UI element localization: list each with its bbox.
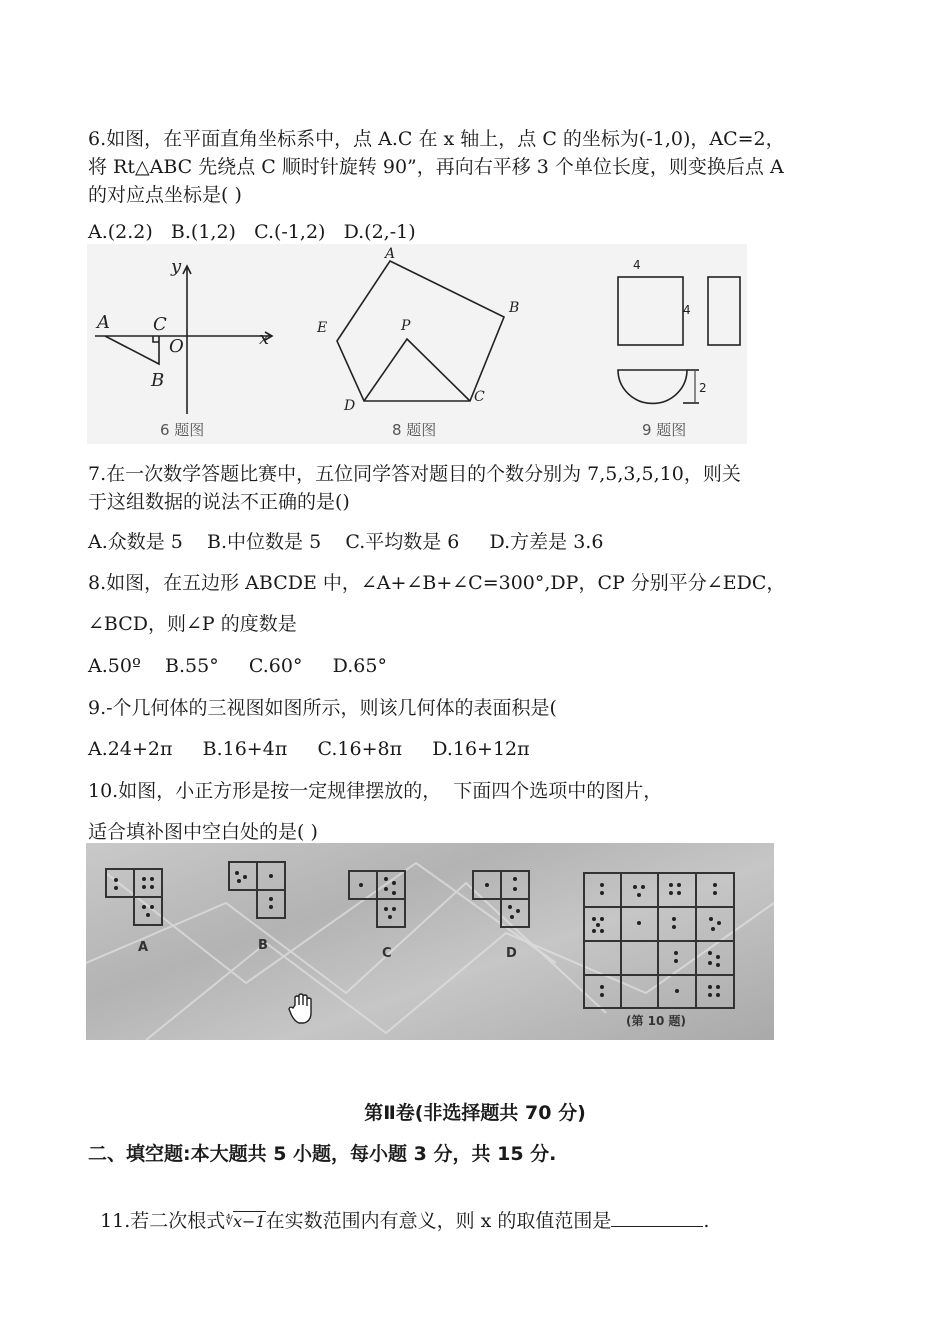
- q11-radicand: x−1: [232, 1212, 266, 1231]
- fig9-caption: 9 题图: [642, 421, 687, 439]
- fig6-label-o: O: [169, 336, 184, 357]
- q8-options: A.50º B.55° C.60° D.65°: [88, 655, 387, 677]
- q11-radical: ∜x−1: [225, 1212, 266, 1231]
- q10-photo-svg: [86, 843, 774, 1040]
- fig6-caption: 6 题图: [160, 421, 205, 439]
- q7-line-1: 7.在一次数学答题比赛中，五位同学答对题目的个数分别为 7,5,3,5,10，则关: [88, 463, 741, 485]
- q10-line-1: 10.如图，小正方形是按一定规律摆放的， 下面四个选项中的图片，: [88, 780, 663, 802]
- q9-line-1: 9.-个几何体的三视图如图所示，则该几何体的表面积是(: [88, 697, 557, 719]
- q10-option-b-label: B: [258, 938, 268, 953]
- q10-dots: [114, 871, 721, 997]
- fig8-label-b: B: [509, 300, 520, 316]
- q11-prefix: 11.若二次根式: [100, 1210, 226, 1232]
- hand-cursor-icon: [289, 994, 311, 1023]
- q8-line-2: ∠BCD，则∠P 的度数是: [88, 613, 297, 635]
- q11-answer-blank: [611, 1208, 703, 1227]
- fig8-diagram: [337, 261, 504, 401]
- fig6-right-angle: [153, 336, 159, 342]
- q11-suffix: 在实数范围内有意义，则 x 的取值范围是: [265, 1210, 612, 1232]
- fig6-triangle: [105, 336, 159, 364]
- fig8-caption: 8 题图: [392, 421, 437, 439]
- fig6-label-b: B: [151, 370, 165, 391]
- figure-strip: [87, 244, 747, 444]
- q6-options: A.(2.2) B.(1,2) C.(-1,2) D.(2,-1): [88, 221, 416, 243]
- fig8-angle-p: [364, 339, 470, 401]
- q10-option-d-label: D: [506, 946, 517, 961]
- q10-option-a-label: A: [138, 940, 149, 955]
- fig8-label-d: D: [344, 398, 356, 414]
- q10-line-2: 适合填补图中空白处的是( ): [88, 821, 318, 843]
- fig9-label-side: 4: [683, 303, 691, 317]
- q11-line: [88, 1184, 709, 1234]
- fill-in-section-heading: 二、填空题:本大题共 5 小题，每小题 3 分，共 15 分.: [88, 1143, 557, 1165]
- q6-line-2: 将 Rt△ABC 先绕点 C 顺时针旋转 90”，再向右平移 3 个单位长度，则变换后点 A: [88, 156, 784, 178]
- fig8-label-a: A: [385, 246, 396, 262]
- fig8-label-p: P: [401, 318, 411, 334]
- q8-line-1: 8.如图，在五边形 ABCDE 中，∠A+∠B+∠C=300°,DP，CP 分别平分∠EDC，: [88, 572, 786, 594]
- fig6-label-a: A: [97, 312, 110, 333]
- fig8-label-e: E: [317, 320, 328, 336]
- fig9-front-view: [618, 277, 683, 345]
- fig9-label-top: 4: [633, 258, 641, 272]
- figures-svg: [87, 244, 747, 444]
- fig9-label-height: 2: [699, 381, 707, 395]
- fig8-pentagon: [337, 261, 504, 401]
- q7-options: A.众数是 5 B.中位数是 5 C.平均数是 6 D.方差是 3.6: [88, 531, 604, 553]
- q10-grid-caption: (第 10 题): [626, 1014, 687, 1028]
- q7-line-2: 于这组数据的说法不正确的是(): [88, 491, 350, 513]
- q10-option-shapes: [106, 862, 734, 1008]
- part2-title: 第Ⅱ卷(非选择题共 70 分): [364, 1102, 586, 1124]
- q10-photo: [86, 843, 774, 1040]
- fig8-label-c: C: [474, 389, 485, 405]
- q6-line-3: 的对应点坐标是( ): [88, 184, 242, 206]
- q9-options: A.24+2π B.16+4π C.16+8π D.16+12π: [88, 738, 530, 760]
- q11-end: .: [703, 1210, 710, 1232]
- fig9-diagram: [618, 277, 740, 403]
- fig9-side-view: [708, 277, 740, 345]
- fig9-top-view: [618, 370, 687, 403]
- q6-line-1: 6.如图，在平面直角坐标系中，点 A.C 在 x 轴上，点 C 的坐标为(-1,0)，AC=2，: [88, 128, 785, 150]
- fig6-label-c: C: [153, 314, 167, 335]
- fig6-label-x: x: [259, 328, 270, 349]
- fig6-label-y: y: [171, 256, 182, 277]
- q10-option-c-label: C: [382, 946, 392, 961]
